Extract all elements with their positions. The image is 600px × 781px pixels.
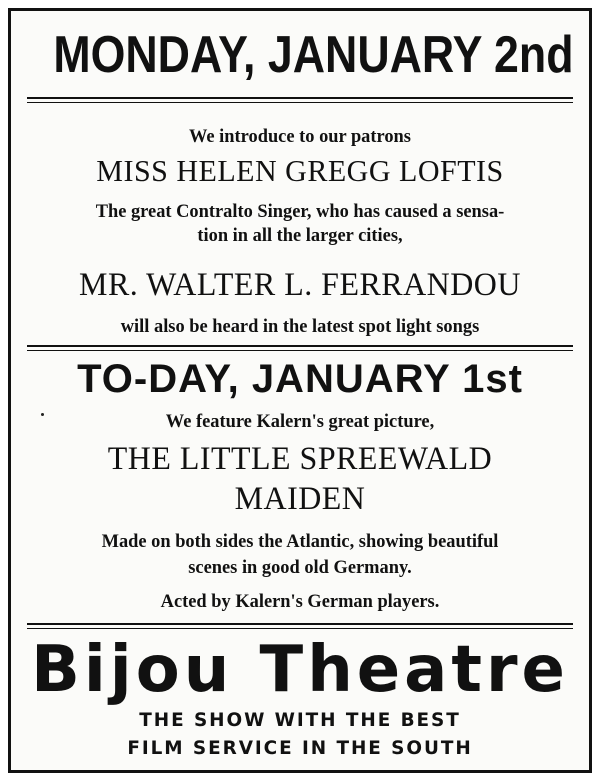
monday-headline: MONDAY, JANUARY 2nd [53,26,574,84]
singer-name: MISS HELEN GREGG LOFTIS [96,153,504,188]
advertisement [8,8,592,773]
film-title-line2: MAIDEN [234,481,366,517]
divider-top [27,97,573,103]
second-performer-desc: will also be heard in the latest spot light songs [120,316,480,337]
singer-desc-line2: tion in all the larger cities, [197,225,403,246]
film-desc-line1: Made on both sides the Atlantic, showing beautiful [101,531,499,552]
theatre-name-row [11,633,589,707]
theatre-name: Bijou Theatre [31,633,569,707]
monday-intro: We introduce to our patrons [189,126,411,147]
divider-bottom [27,623,573,629]
today-headline: TO-DAY, JANUARY 1st [77,357,523,401]
film-desc-line2: scenes in good old Germany. [188,557,412,578]
feature-intro: We feature Kalern's great picture, [165,411,435,432]
today-headline-row [11,357,589,402]
monday-headline-row [11,25,589,85]
divider-middle [27,345,573,351]
film-title-line1: THE LITTLE SPREEWALD [107,441,493,477]
second-performer-name: MR. WALTER L. FERRANDOU [79,267,521,303]
slogan-line2: FILM SERVICE IN THE SOUTH [127,737,473,759]
singer-desc-line1: The great Contralto Singer, who has caused a sensa- [95,201,505,222]
slogan-line1: THE SHOW WITH THE BEST [139,709,461,731]
film-actors: Acted by Kalern's German players. [160,591,440,612]
